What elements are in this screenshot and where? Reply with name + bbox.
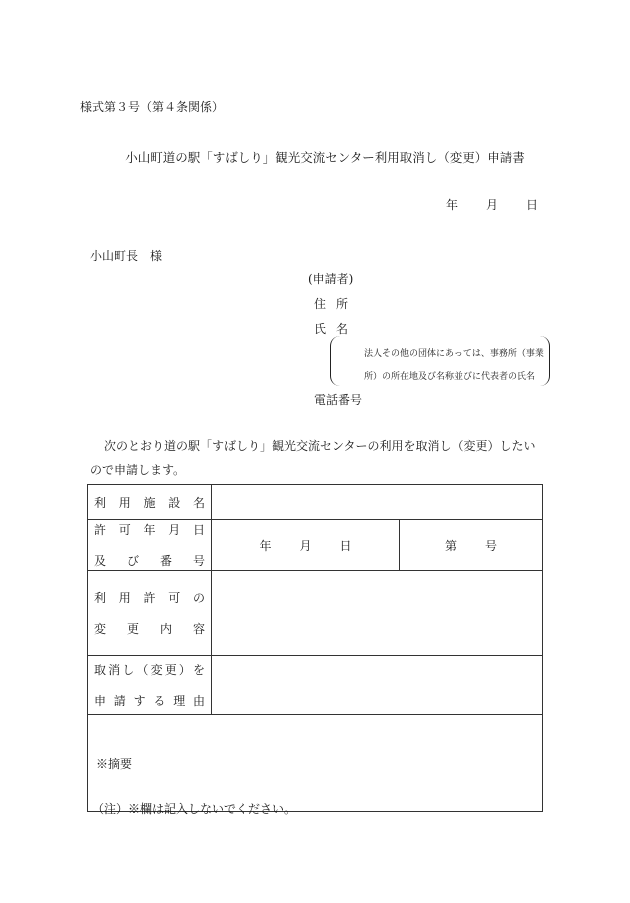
label-char: 及: [94, 554, 107, 568]
table-row: [88, 485, 543, 520]
permit-number-prefix: 第: [444, 538, 457, 553]
label-char: 理: [173, 694, 186, 708]
label-char: 申: [94, 694, 107, 708]
applicant-heading: (申請者): [308, 272, 354, 286]
address-label: 住所: [314, 297, 359, 311]
label-char: 更: [164, 663, 177, 677]
label-char: 由: [192, 694, 205, 708]
change-content-field[interactable]: [212, 571, 543, 656]
label-char: 容: [192, 622, 205, 636]
month-label: 月: [485, 198, 498, 212]
label-char: 施: [143, 495, 156, 510]
label-char: の: [192, 591, 205, 605]
label-char: 用: [118, 495, 131, 510]
table-row: [88, 520, 543, 571]
reason-field[interactable]: [212, 656, 543, 715]
document-title: 小山町道の駅「すばしり」観光交流センター利用取消し（変更）申請書: [125, 150, 525, 165]
name-label: 氏名: [314, 322, 359, 336]
table-row: [88, 715, 543, 812]
day-label: 日: [525, 198, 538, 212]
corporate-note-line-2: 所）の所在地及び名称並びに代表者の氏名: [364, 372, 536, 382]
label-char: 消: [108, 663, 121, 677]
label-char: 更: [126, 622, 139, 636]
label-char: し: [122, 663, 135, 677]
label-char: 設: [168, 495, 181, 510]
label-char: 番: [159, 554, 172, 568]
footnote: （注）※欄は記入しないでください。: [92, 802, 297, 816]
table-row: [88, 571, 543, 656]
permit-year-label: 年: [259, 538, 272, 553]
remarks-label: ※摘要: [96, 756, 133, 771]
label-char: び: [126, 554, 139, 568]
label-char: す: [133, 694, 146, 708]
date-line: [446, 196, 538, 213]
label-char: ）: [178, 663, 191, 677]
phone-label: 電話番号: [314, 393, 363, 407]
label-char: 可: [118, 523, 131, 537]
label-char: 利: [94, 495, 107, 510]
label-char: 変: [94, 622, 107, 636]
label-char: 取: [94, 663, 107, 677]
application-table: [87, 484, 543, 812]
facility-name-label: [88, 485, 212, 520]
label-char: を: [192, 663, 205, 677]
label-char: る: [153, 694, 166, 708]
corporate-note-line-1: 法人その他の団体にあっては、事務所（事業: [364, 349, 544, 359]
label-char: 月: [168, 523, 181, 537]
facility-name-field[interactable]: [212, 485, 543, 520]
permit-number-suffix: 号: [485, 538, 498, 553]
permit-number-field[interactable]: [400, 520, 543, 571]
permit-date-label: [88, 520, 212, 571]
table-row: [88, 656, 543, 715]
remarks-field: [88, 715, 543, 812]
label-char: 変: [150, 663, 163, 677]
form-number: 様式第３号（第４条関係）: [80, 100, 225, 114]
year-label: 年: [445, 198, 458, 212]
label-char: 許: [143, 591, 156, 605]
label-char: 年: [143, 523, 156, 537]
permit-date-field[interactable]: [212, 520, 400, 571]
label-char: 許: [94, 523, 107, 537]
label-char: 可: [168, 591, 181, 605]
request-statement: 次のとおり道の駅「すばしり」観光交流センターの利用を取消し（変更）したいので申請します。: [90, 439, 536, 477]
label-char: 用: [118, 591, 131, 605]
permit-day-label: 日: [339, 538, 352, 553]
permit-month-label: 月: [299, 538, 312, 553]
label-char: （: [136, 663, 149, 677]
label-char: 利: [94, 591, 107, 605]
label-char: 日: [192, 523, 205, 537]
addressee: 小山町長 様: [90, 249, 163, 263]
reason-label: [88, 656, 212, 715]
change-content-label: [88, 571, 212, 656]
label-char: 号: [192, 554, 205, 568]
label-char: 請: [113, 694, 126, 708]
label-char: 名: [192, 495, 205, 510]
label-char: 内: [159, 622, 172, 636]
